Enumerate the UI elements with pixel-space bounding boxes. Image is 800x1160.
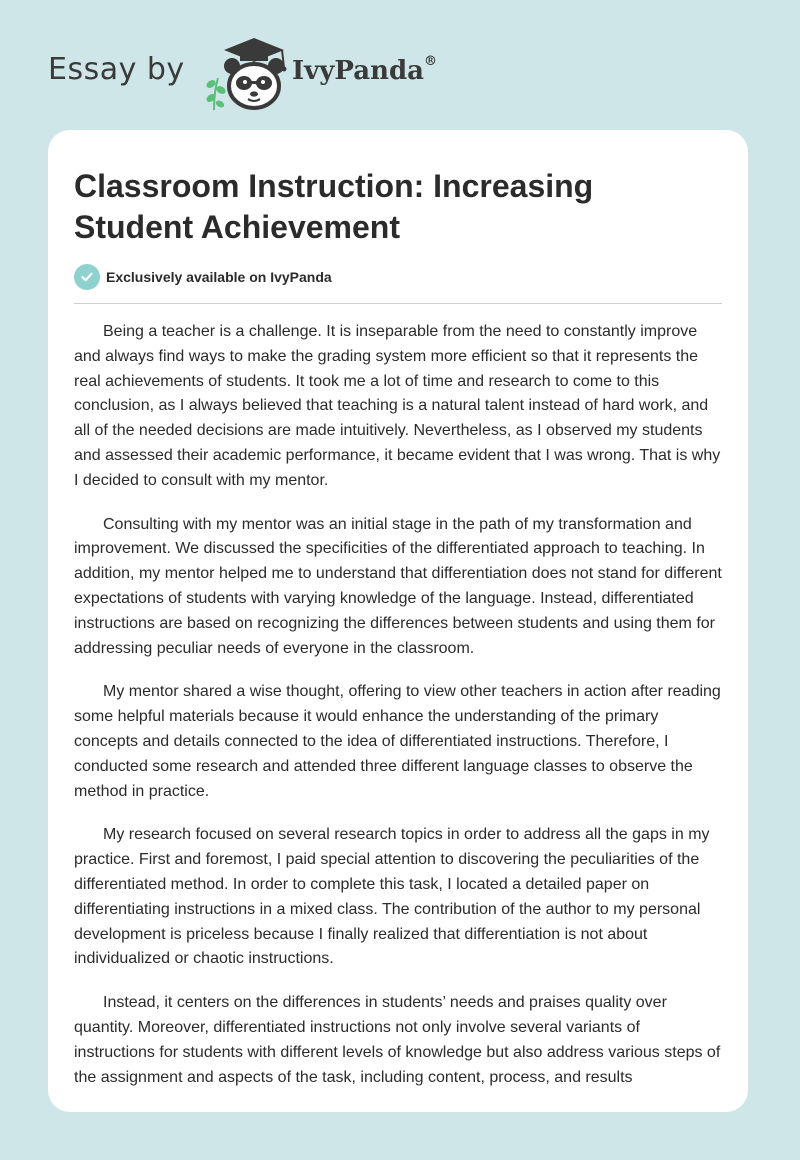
exclusive-badge bbox=[74, 264, 332, 290]
check-circle-icon bbox=[74, 264, 100, 290]
panda-graduate-icon[interactable] bbox=[202, 36, 292, 112]
essay-title: Classroom Instruction: Increasing Student Achievement bbox=[74, 168, 594, 245]
essay-paragraph: Being a teacher is a challenge. It is inseparable from the need to constantly improve and always find ways to make the grading system more efficient so that it represents the real achievements of students. It took me a lot of time and research to come to this conclusion, as I always believed that teaching is a natural talent instead of hard work, and all of the needed decisions are made intuitively. Nevertheless, as I observed my students and assessed their academic performance, it became evident that I was wrong. That is why I decided to consult with my mentor. bbox=[74, 323, 721, 489]
ivy-leaf-icon bbox=[205, 78, 227, 110]
essay-paragraph: My mentor shared a wise thought, offering to view other teachers in action after reading some helpful materials because it would enhance the understanding of the primary concepts and details connected to the idea of differentiated instructions. Therefore, I conducted some research and attended three different language classes to observe the method in practice. bbox=[74, 683, 721, 800]
divider bbox=[74, 303, 722, 304]
essay-by-label: Essay by bbox=[48, 52, 185, 87]
ivypanda-logo-text[interactable] bbox=[292, 56, 437, 86]
essay-card bbox=[48, 130, 748, 1112]
essay-paragraph: Consulting with my mentor was an initial stage in the path of my transformation and improvement. We discussed the specificities of the differentiated approach to teaching. In addition, my mentor helped me to understand that differentiation does not stand for different expectations of students with varying knowledge of the language. Instead, differentiated instructions are based on recognizing the differences between students and using them for addressing peculiar needs of everyone in the classroom. bbox=[74, 515, 722, 657]
essay-paragraph: Instead, it centers on the differences in students’ needs and praises quality over quantity. Moreover, differentiated instructions not only involve several variants of instructions for students with different levels of knowledge but also address various steps of the assignment and aspects of the task, including content, process, and results bbox=[74, 994, 721, 1086]
essay-body bbox=[74, 320, 724, 1109]
registered-mark: ® bbox=[424, 54, 438, 70]
brand-name: IvyPanda bbox=[292, 56, 425, 86]
exclusive-badge-label: Exclusively available on IvyPanda bbox=[106, 269, 332, 285]
site-header bbox=[48, 34, 748, 114]
essay-paragraph: My research focused on several research topics in order to address all the gaps in my practice. First and foremost, I paid special attention to discovering the peculiarities of the differentiated method. In order to complete this task, I located a detailed paper on differentiating instructions in a mixed class. The contribution of the author to my personal development is priceless because I finally realized that differentiation is not about individualized or chaotic instructions. bbox=[74, 826, 710, 968]
